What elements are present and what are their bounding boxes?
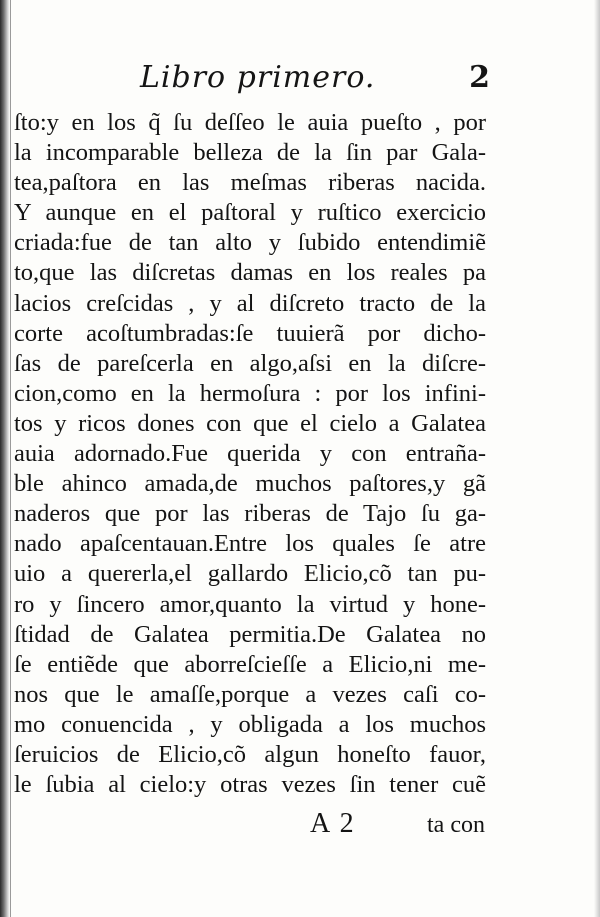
body-line: le ſubia al cielo:y otras vezes ſin tener cuẽ <box>14 771 486 799</box>
body-line: lacios creſcidas , y al diſcreto tracto de la <box>14 289 486 317</box>
page-footer <box>310 808 485 844</box>
body-line: tea,paſtora en las meſmas riberas nacida. <box>14 169 486 197</box>
body-line: auia adornado.Fue querida y con entraña- <box>14 440 486 468</box>
running-head-title: Libro primero. <box>140 60 376 95</box>
body-line: uio a quererla,el gallardo Elicio,cõ tan pu- <box>14 560 486 588</box>
body-line: la incomparable belleza de la ſin par Gala- <box>14 139 486 167</box>
body-line: ro y ſincero amor,quanto la virtud y hone- <box>14 590 486 618</box>
body-line: Y aunque en el paſtoral y ruſtico exercicio <box>14 199 486 227</box>
body-line: mo conuencida , y obligada a los muchos <box>14 710 486 738</box>
body-line: to,que las diſcretas damas en los reales pa <box>14 259 486 287</box>
body-line: nado apaſcentauan.Entre los quales ſe atre <box>14 530 486 558</box>
body-line: ſeruicios de Elicio,cõ algun honeſto fauor, <box>14 740 486 768</box>
body-line: nos que le amaſſe,porque a vezes caſi co- <box>14 680 486 708</box>
body-line: ſas de pareſcerla en algo,aſsi en la diſcre- <box>14 349 486 377</box>
binding-gutter-line <box>10 0 11 917</box>
body-line: corte acoſtumbradas:ſe tuuierã por dicho- <box>14 319 486 347</box>
signature-mark: A 2 <box>310 808 356 839</box>
folio-number: 2 <box>469 60 490 95</box>
binding-gutter-shadow <box>0 0 10 917</box>
body-text <box>14 108 486 800</box>
body-line: ſtidad de Galatea permitia.De Galatea no <box>14 620 486 648</box>
catchword: ta con <box>427 812 485 838</box>
body-line: criada:fue de tan alto y ſubido entendimiẽ <box>14 229 486 257</box>
running-head <box>140 60 490 100</box>
body-line: ble ahinco amada,de muchos paſtores,y gã <box>14 470 486 498</box>
body-line: tos y ricos dones con que el cielo a Galatea <box>14 409 486 437</box>
body-line: ſto:y en los q̃ ſu deſſeo le auia pueſto , por <box>14 109 486 136</box>
body-line: ſe entiẽde que aborreſcieſſe a Elicio,ni me- <box>14 650 486 678</box>
body-line: naderos que por las riberas de Tajo ſu ga- <box>14 500 486 528</box>
page-right-edge <box>594 0 600 917</box>
body-line: cion,como en la hermoſura : por los infini- <box>14 379 486 407</box>
